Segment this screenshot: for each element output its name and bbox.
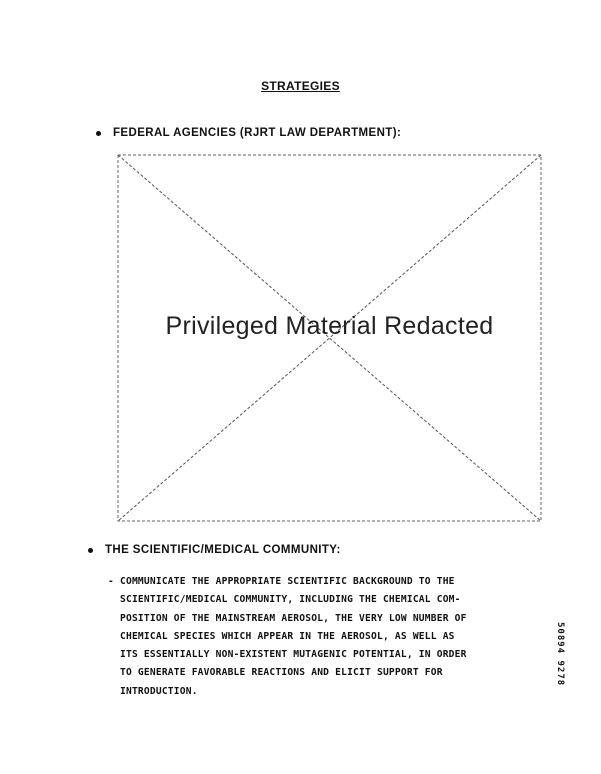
redaction-label: Privileged Material Redacted	[165, 312, 494, 340]
bullet-icon	[88, 548, 93, 553]
section-heading-scientific: THE SCIENTIFIC/MEDICAL COMMUNITY:	[105, 544, 341, 556]
paragraph-line: CHEMICAL SPECIES WHICH APPEAR IN THE AEROSOL, AS WELL AS	[120, 630, 455, 642]
section-heading-federal: FEDERAL AGENCIES (RJRT LAW DEPARTMENT):	[113, 127, 402, 139]
paragraph-line: COMMUNICATE THE APPROPRIATE SCIENTIFIC BACKGROUND TO THE	[120, 576, 455, 587]
section-federal-agencies	[96, 127, 401, 139]
redaction-box	[117, 154, 542, 522]
page-title: STRATEGIES	[261, 79, 340, 93]
bullet-icon	[96, 131, 101, 136]
paragraph-line: INTRODUCTION.	[120, 685, 198, 697]
section-scientific-community	[88, 544, 341, 556]
document-bates-number: 50894 9278	[555, 622, 565, 687]
paragraph-line: POSITION OF THE MAINSTREAM AEROSOL, THE VERY LOW NUMBER OF	[120, 612, 467, 624]
strategy-paragraph	[108, 573, 540, 701]
paragraph-line: ITS ESSENTIALLY NON-EXISTENT MUTAGENIC POTENTIAL, IN ORDER	[120, 649, 467, 661]
paragraph-line: TO GENERATE FAVORABLE REACTIONS AND ELICIT SUPPORT FOR	[120, 667, 443, 679]
paragraph-line: SCIENTIFIC/MEDICAL COMMUNITY, INCLUDING THE CHEMICAL COM-	[120, 594, 461, 606]
list-dash: -	[108, 576, 114, 587]
